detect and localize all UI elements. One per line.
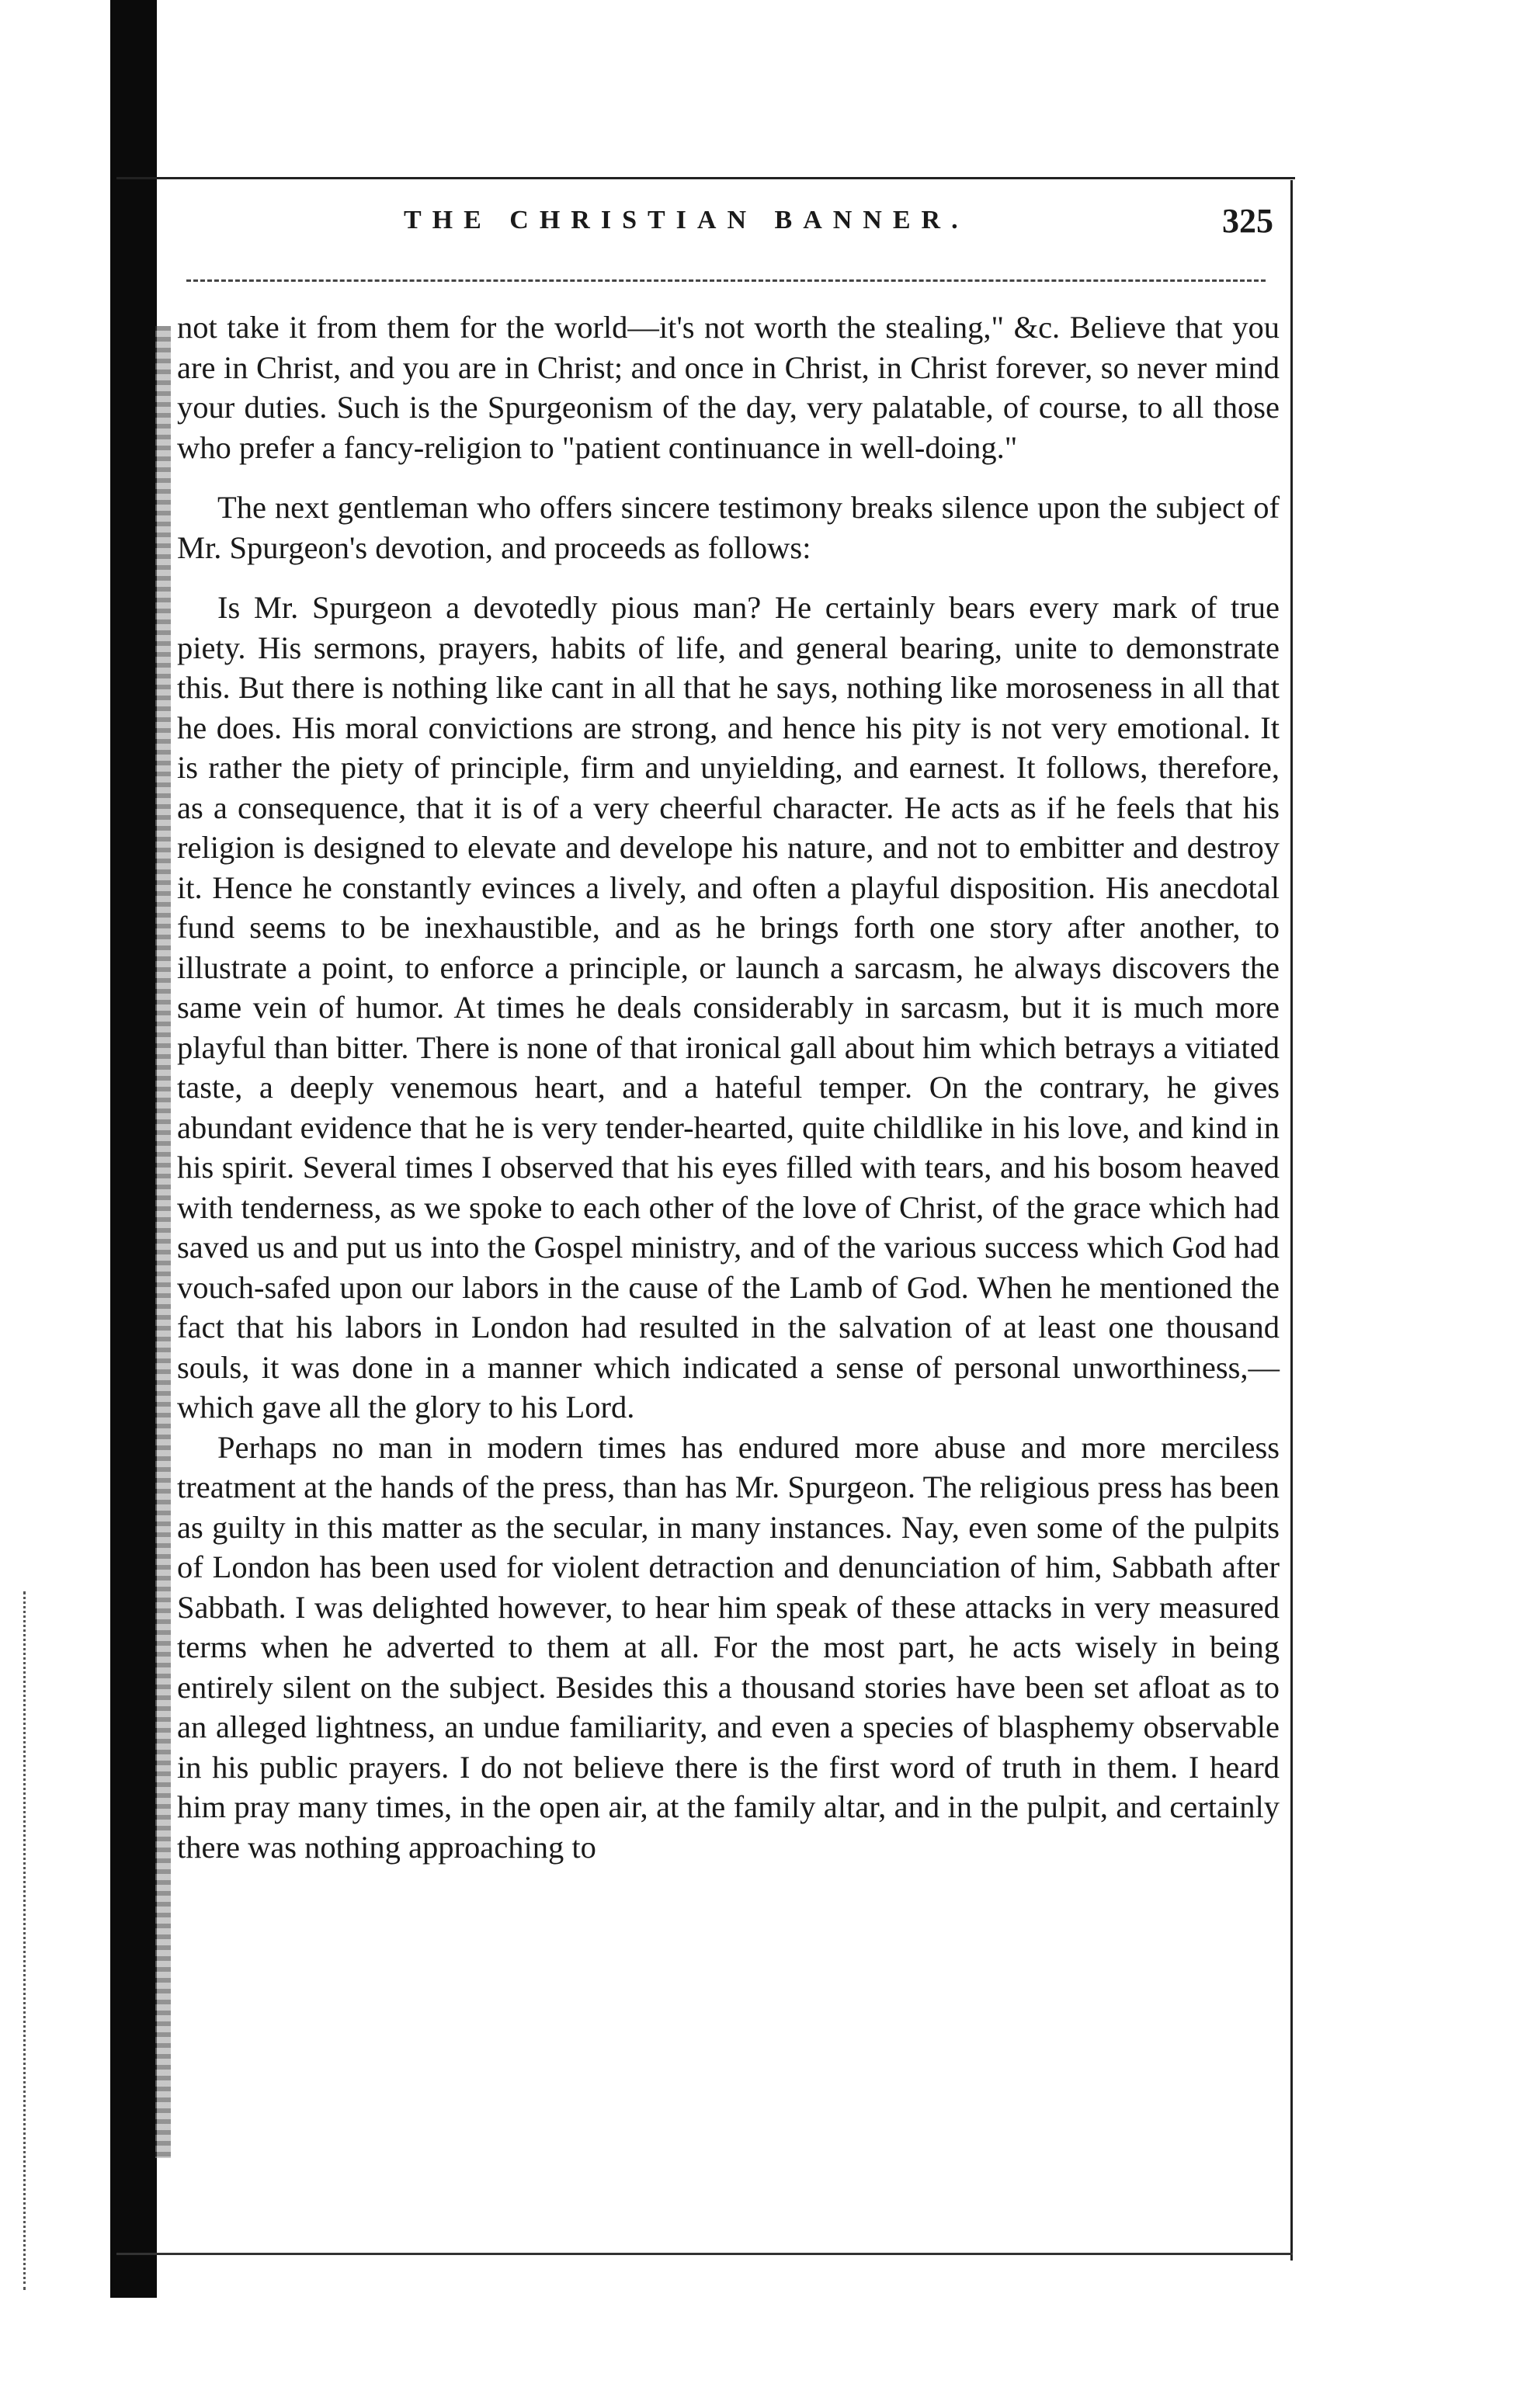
top-border-rule (116, 177, 1295, 179)
page-body (177, 307, 1280, 1867)
margin-marks (23, 1591, 30, 2290)
book-spine-shadow (110, 0, 157, 2298)
header-divider (186, 279, 1266, 282)
page-number: 325 (1222, 202, 1273, 240)
paragraph-press-abuse: Perhaps no man in modern times has endured more abuse and more merciless treatment at the hands of the press, than has Mr. Spurgeon. The religious press has been as guilty in this matter as the secular, in many instances. Nay, even some of the pulpits of London has been used for violent detraction and denunciation of him, Sabbath after Sabbath. I was delighted however, to hear him speak of these attacks in very measured terms when he adverted to them at all. For the most part, he acts wisely in being entirely silent on the subject. Besides this a thousand stories have been set afloat as to an alleged lightness, an undue familiarity, and even a species of blasphemy observable in his public prayers. I do not believe there is the first word of truth in them. I heard him pray many times, in the open air, at the family altar, and in the pulpit, and certainly there was nothing approaching to (177, 1429, 1280, 1865)
bottom-border-rule (116, 2253, 1293, 2255)
paragraph-testimony: Is Mr. Spurgeon a devotedly pious man? He certainly bears every mark of true piety. His sermons, prayers, habits of life, and general bearing, unite to demonstrate this. But there is nothing like cant in all that he says, nothing like moroseness in all that he does. His moral convictions are strong, and hence his pity is not very emotional. It is rather the piety of principle, firm and unyielding, and earnest. It follows, therefore, as a consequence, that it is of a very cheerful character. He acts as if he feels that his religion is designed to elevate and develope his nature, and not to embitter and destroy it. Hence he constantly evinces a lively, and often a playful disposition. His anecdotal fund seems to be inexhaustible, and as he brings forth one story after another, to illustrate a point, to enforce a principle, or launch a sarcasm, he always discovers the same vein of humor. At times he deals considerably in sarcasm, but it is much more playful than bitter. There is none of that ironical gall about him which betrays a vitiated taste, a deeply venemous heart, and a hateful temper. On the contrary, he gives abundant evidence that he is very tender-hearted, quite childlike in his love, and kind in his spirit. Several times I observed that his eyes filled with tears, and his bosom heaved with tenderness, as we spoke to each other of the love of Christ, of the grace which had saved us and put us into the Gospel ministry, and of the various success which God had vouch-safed upon our labors in the cause of the Lamb of God. When he mentioned the fact that his labors in London had resulted in the salvation of at least one thousand souls, it was done in a manner which indicated a sense of personal unworthiness,—which gave all the glory to his Lord. (177, 590, 1280, 1424)
running-title: THE CHRISTIAN BANNER. (404, 206, 969, 234)
paragraph-continuation: not take it from them for the world—it's not worth the stealing," &c. Believe that you are in Christ, and you are in Christ; and once in Christ, in Christ forever, so never mind your duties. Such is the Spurgeonism of the day, very palatable, of course, to all those who prefer a fancy-religion to "patient continuance in well-doing." (177, 310, 1280, 465)
right-border-rule (1290, 180, 1293, 2261)
paragraph-introduction: The next gentleman who offers sincere testimony breaks silence upon the subject of Mr. Spurgeon's devotion, and proceeds as follows: (177, 490, 1280, 565)
page-gutter-edge (155, 326, 171, 2158)
page-header (171, 202, 1289, 252)
